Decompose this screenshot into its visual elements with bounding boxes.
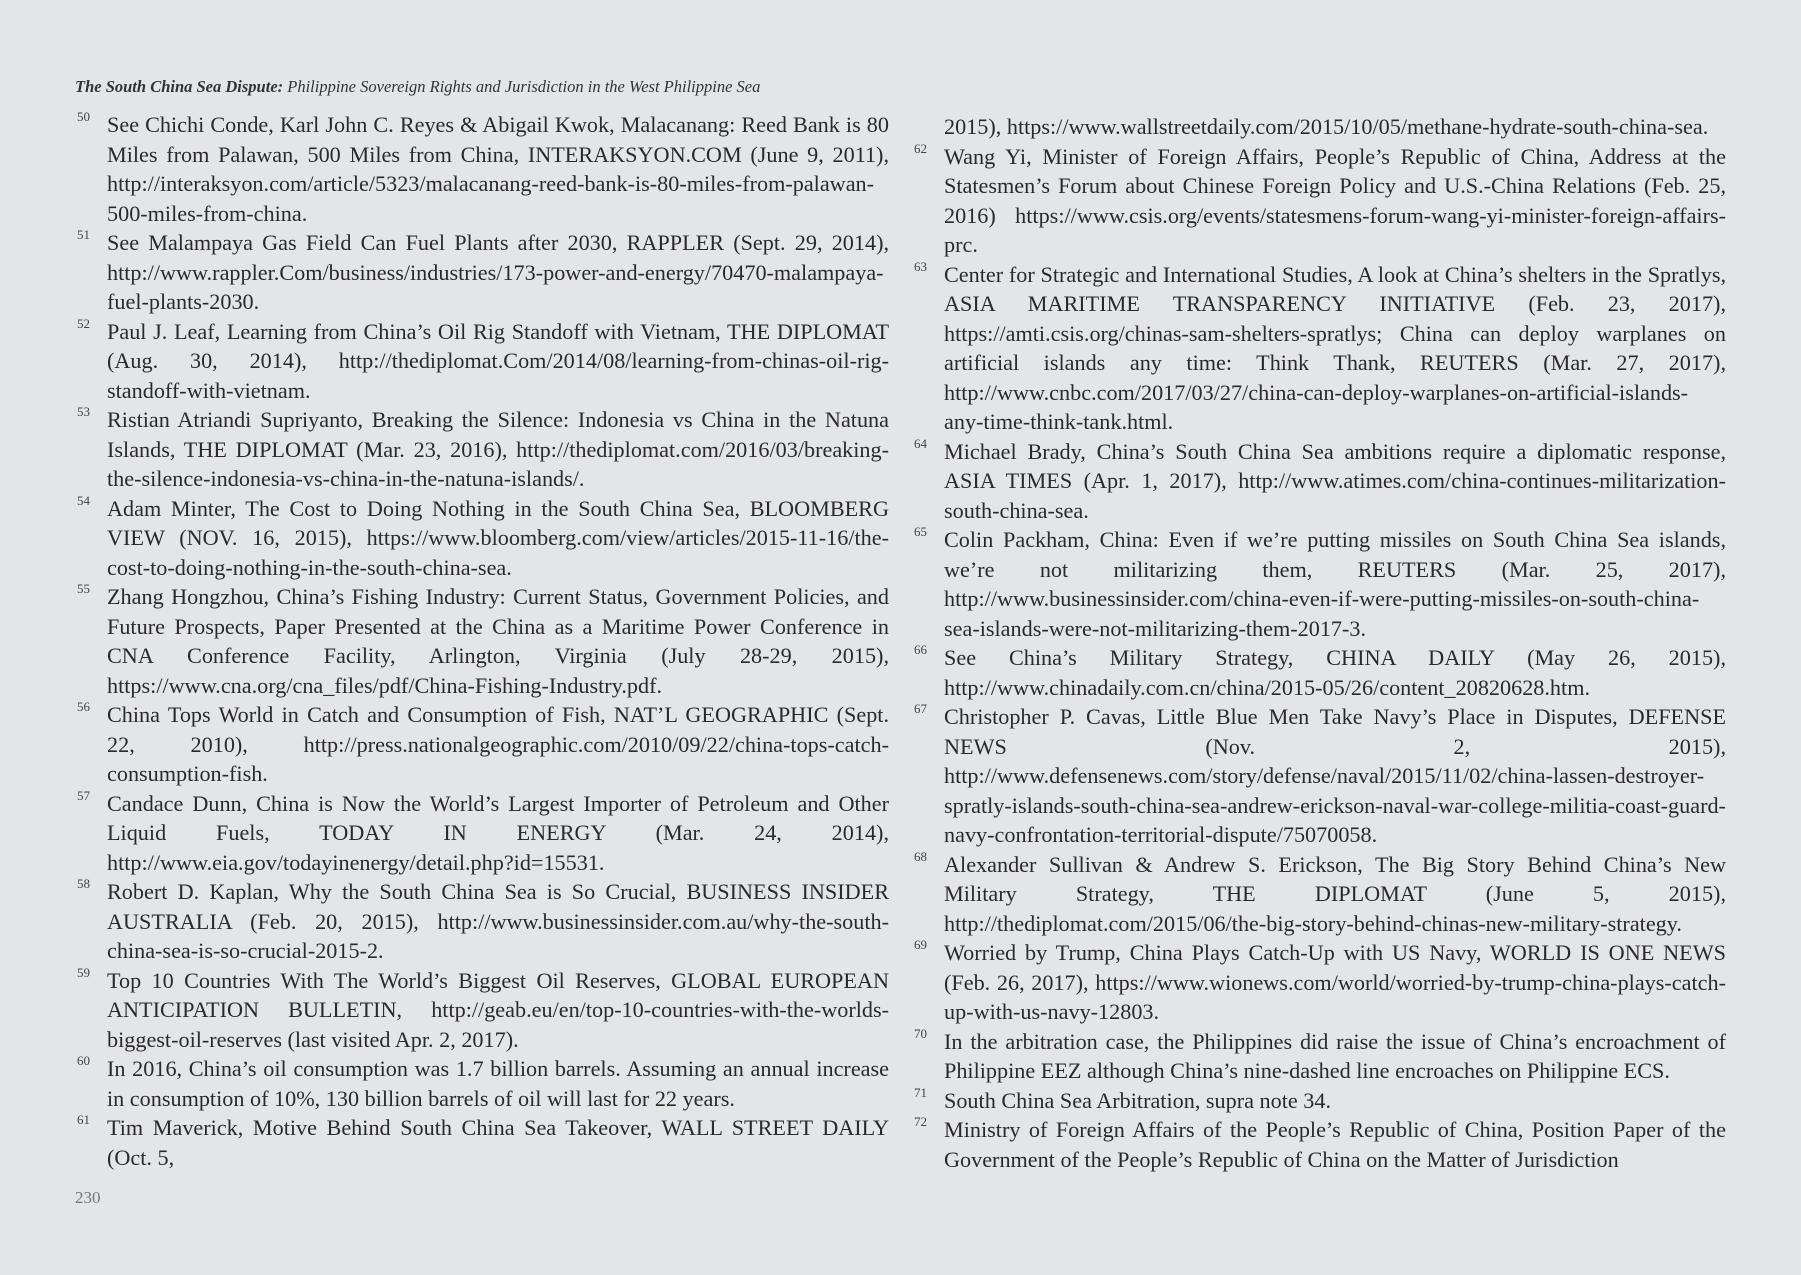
footnote-text: China Tops World in Catch and Consumption of Fish, NAT’L GEOGRAPHIC (Sept. 22, 2010), http://press.nationalgeographic.com/2010/09/22/china-tops-catch-consumption-fish. [107, 702, 889, 786]
footnote [912, 850, 1726, 939]
footnote-text: Colin Packham, China: Even if we’re putting missiles on South China Sea islands, we’re not militarizing them, REUTERS (Mar. 25, 2017), http://www.businessinsider.com/china-even-if-were-putting-missiles-on-south-china-sea-islands-were-not-militarizing-them-2017-3. [944, 527, 1726, 641]
footnote [912, 525, 1726, 643]
footnote-number: 58 [77, 876, 90, 891]
footnotes-left-column [75, 110, 889, 1172]
footnote-text: Robert D. Kaplan, Why the South China Sea is So Crucial, BUSINESS INSIDER AUSTRALIA (Feb. 20, 2015), http://www.businessinsider.com.au/why-the-south-china-sea-is-so-crucial-2015-2. [107, 879, 889, 963]
footnote-number: 61 [77, 1112, 90, 1127]
footnote-number: 50 [77, 109, 90, 124]
footnote [75, 877, 889, 966]
footnote-number: 67 [914, 701, 927, 716]
footnote [75, 1113, 889, 1172]
footnote-text: Ristian Atriandi Supriyanto, Breaking the Silence: Indonesia vs China in the Natuna Islands, THE DIPLOMAT (Mar. 23, 2016), http://thediplomat.com/2016/03/breaking-the-silence-indonesia-vs-china-in-the-natuna-islands/. [107, 407, 889, 491]
footnote-number: 57 [77, 787, 90, 803]
footnote-text: Zhang Hongzhou, China’s Fishing Industry: Current Status, Government Policies, and Future Prospects, Paper Presented at the China as a Maritime Power Conference in CNA Conference Facility, Arlington, Virginia (July 28-29, 2015), https://www.cna.org/cna_files/pdf/China-Fishing-Industry.pdf. [107, 584, 889, 698]
footnote-text: See China’s Military Strategy, CHINA DAILY (May 26, 2015), http://www.chinadaily.com.cn/china/2015-05/26/content_20820628.htm. [944, 645, 1726, 700]
footnote [75, 405, 889, 494]
footnote-text: Top 10 Countries With The World’s Biggest Oil Reserves, GLOBAL EUROPEAN ANTICIPATION BULLETIN, http://geab.eu/en/top-10-countries-with-the-worlds-biggest-oil-reserves (last visited Apr. 2, 2017). [107, 967, 889, 1052]
footnote-number: 69 [914, 937, 927, 952]
footnote [75, 700, 889, 789]
footnote-number: 72 [914, 1114, 927, 1129]
footnote-text: Paul J. Leaf, Learning from China’s Oil Rig Standoff with Vietnam, THE DIPLOMAT (Aug. 30, 2014), http://thediplomat.Com/2014/08/learning-from-chinas-oil-rig-standoff-with-vietnam. [107, 318, 889, 403]
footnote [75, 789, 889, 878]
running-head-title: The South China Sea Dispute: [75, 77, 284, 96]
footnote-number: 60 [77, 1053, 90, 1068]
footnote-number: 71 [914, 1084, 927, 1100]
footnote [912, 643, 1726, 702]
footnote [912, 938, 1726, 1027]
footnote-number: 66 [914, 642, 927, 657]
footnote [75, 582, 889, 700]
footnote-text: Michael Brady, China’s South China Sea ambitions require a diplomatic response, ASIA TIMES (Apr. 1, 2017), http://www.atimes.com/china-continues-militarization-south-china-sea. [944, 438, 1726, 523]
footnote-text: Worried by Trump, China Plays Catch-Up with US Navy, WORLD IS ONE NEWS (Feb. 26, 2017), https://www.wionews.com/world/worried-by-trump-china-plays-catch-up-with-us-navy-12803. [944, 940, 1726, 1024]
footnote-text: Ministry of Foreign Affairs of the People’s Republic of China, Position Paper of the Government of the People’s Republic of China on the Matter of Jurisdiction [944, 1117, 1726, 1172]
footnote [912, 437, 1726, 526]
footnote [75, 317, 889, 406]
footnote-text: In 2016, China’s oil consumption was 1.7 billion barrels. Assuming an annual increase in consumption of 10%, 130 billion barrels of oil will last for 22 years. [107, 1056, 889, 1111]
footnote-continuation [912, 112, 1726, 142]
footnote-number: 56 [77, 699, 90, 714]
footnote [75, 966, 889, 1055]
footnote [912, 260, 1726, 437]
footnote-number: 64 [914, 435, 927, 451]
running-head-subtitle: Philippine Sovereign Rights and Jurisdiction in the West Philippine Sea [287, 77, 761, 96]
running-head [75, 77, 760, 97]
footnote [75, 494, 889, 583]
footnote-text: See Chichi Conde, Karl John C. Reyes & Abigail Kwok, Malacanang: Reed Bank is 80 Miles from Palawan, 500 Miles from China, INTERAKSYON.COM (June 9, 2011), http://interaksyon.com/article/5323/malacanang-reed-bank-is-80-miles-from-palawan-500-miles-from-china. [107, 112, 889, 226]
footnote-text: Center for Strategic and International Studies, A look at China’s shelters in the Spratlys, ASIA MARITIME TRANSPARENCY INITIATIVE (Feb. 23, 2017), https://amti.csis.org/chinas-sam-shelters-spratlys; China can deploy warplanes on artificial islands any time: Think Thank, REUTERS (Mar. 27, 2017), http://www.cnbc.com/2017/03/27/china-can-deploy-warplanes-on-artificial-islands-any-time-think-tank.html. [944, 261, 1726, 434]
footnote-text: Wang Yi, Minister of Foreign Affairs, People’s Republic of China, Address at the Statesmen’s Forum about Chinese Foreign Policy and U.S.-China Relations (Feb. 25, 2016) https://www.csis.org/events/statesmens-forum-wang-yi-minister-foreign-affairs-prc. [944, 143, 1726, 257]
footnote [75, 110, 889, 228]
footnote-number: 51 [77, 227, 90, 242]
footnote-number: 62 [914, 140, 927, 156]
footnote [75, 228, 889, 317]
footnote-text: See Malampaya Gas Field Can Fuel Plants after 2030, RAPPLER (Sept. 29, 2014), http://www.rappler.Com/business/industries/173-power-and-energy/70470-malampaya-fuel-plants-2030. [107, 230, 889, 314]
footnote-text: South China Sea Arbitration, supra note 34. [944, 1087, 1332, 1113]
footnote-number: 53 [77, 404, 90, 419]
footnote-number: 55 [77, 581, 90, 596]
footnote-text: Christopher P. Cavas, Little Blue Men Take Navy’s Place in Disputes, DEFENSE NEWS (Nov. 2, 2015), http://www.defensenews.com/story/defense/naval/2015/11/02/china-lassen-destroyer-spratly-islands-south-china-sea-andrew-erickson-naval-war-college-militia-coast-guard-navy-confrontation-territorial-dispute/75070058. [944, 704, 1726, 847]
footnote-number: 54 [77, 492, 90, 508]
footnote-number: 68 [914, 848, 927, 864]
footnote-text: 2015), https://www.wallstreetdaily.com/2015/10/05/methane-hydrate-south-china-sea. [944, 114, 1709, 139]
footnote-number: 63 [914, 258, 927, 274]
page-number: 230 [75, 1188, 101, 1207]
footnote-text: Candace Dunn, China is Now the World’s Largest Importer of Petroleum and Other Liquid Fuels, TODAY IN ENERGY (Mar. 24, 2014), http://www.eia.gov/todayinenergy/detail.php?id=15531. [107, 790, 889, 875]
footnote [912, 702, 1726, 850]
footnote [912, 142, 1726, 260]
footnote-text: Adam Minter, The Cost to Doing Nothing in the South China Sea, BLOOMBERG VIEW (NOV. 16, 2015), https://www.bloomberg.com/view/articles/2015-11-16/the-cost-to-doing-nothing-in-the-south-china-sea. [107, 495, 889, 580]
footnote-text: Tim Maverick, Motive Behind South China Sea Takeover, WALL STREET DAILY (Oct. 5, [107, 1115, 889, 1170]
footnote-text: Alexander Sullivan & Andrew S. Erickson, The Big Story Behind China’s New Military Strategy, THE DIPLOMAT (June 5, 2015), http://thediplomat.com/2015/06/the-big-story-behind-chinas-new-military-strategy. [944, 851, 1726, 936]
footnote [75, 1054, 889, 1113]
footnote-number: 52 [77, 315, 90, 331]
footnotes-right-column [912, 112, 1726, 1174]
footnote [912, 1027, 1726, 1086]
footnote-number: 59 [77, 964, 90, 980]
footnote-number: 70 [914, 1025, 927, 1041]
footnote-text: In the arbitration case, the Philippines did raise the issue of China’s encroachment of Philippine EEZ although China’s nine-dashed line encroaches on Philippine ECS. [944, 1028, 1726, 1083]
footnote-number: 65 [914, 524, 927, 539]
footnote [912, 1086, 1726, 1116]
footnote [912, 1115, 1726, 1174]
